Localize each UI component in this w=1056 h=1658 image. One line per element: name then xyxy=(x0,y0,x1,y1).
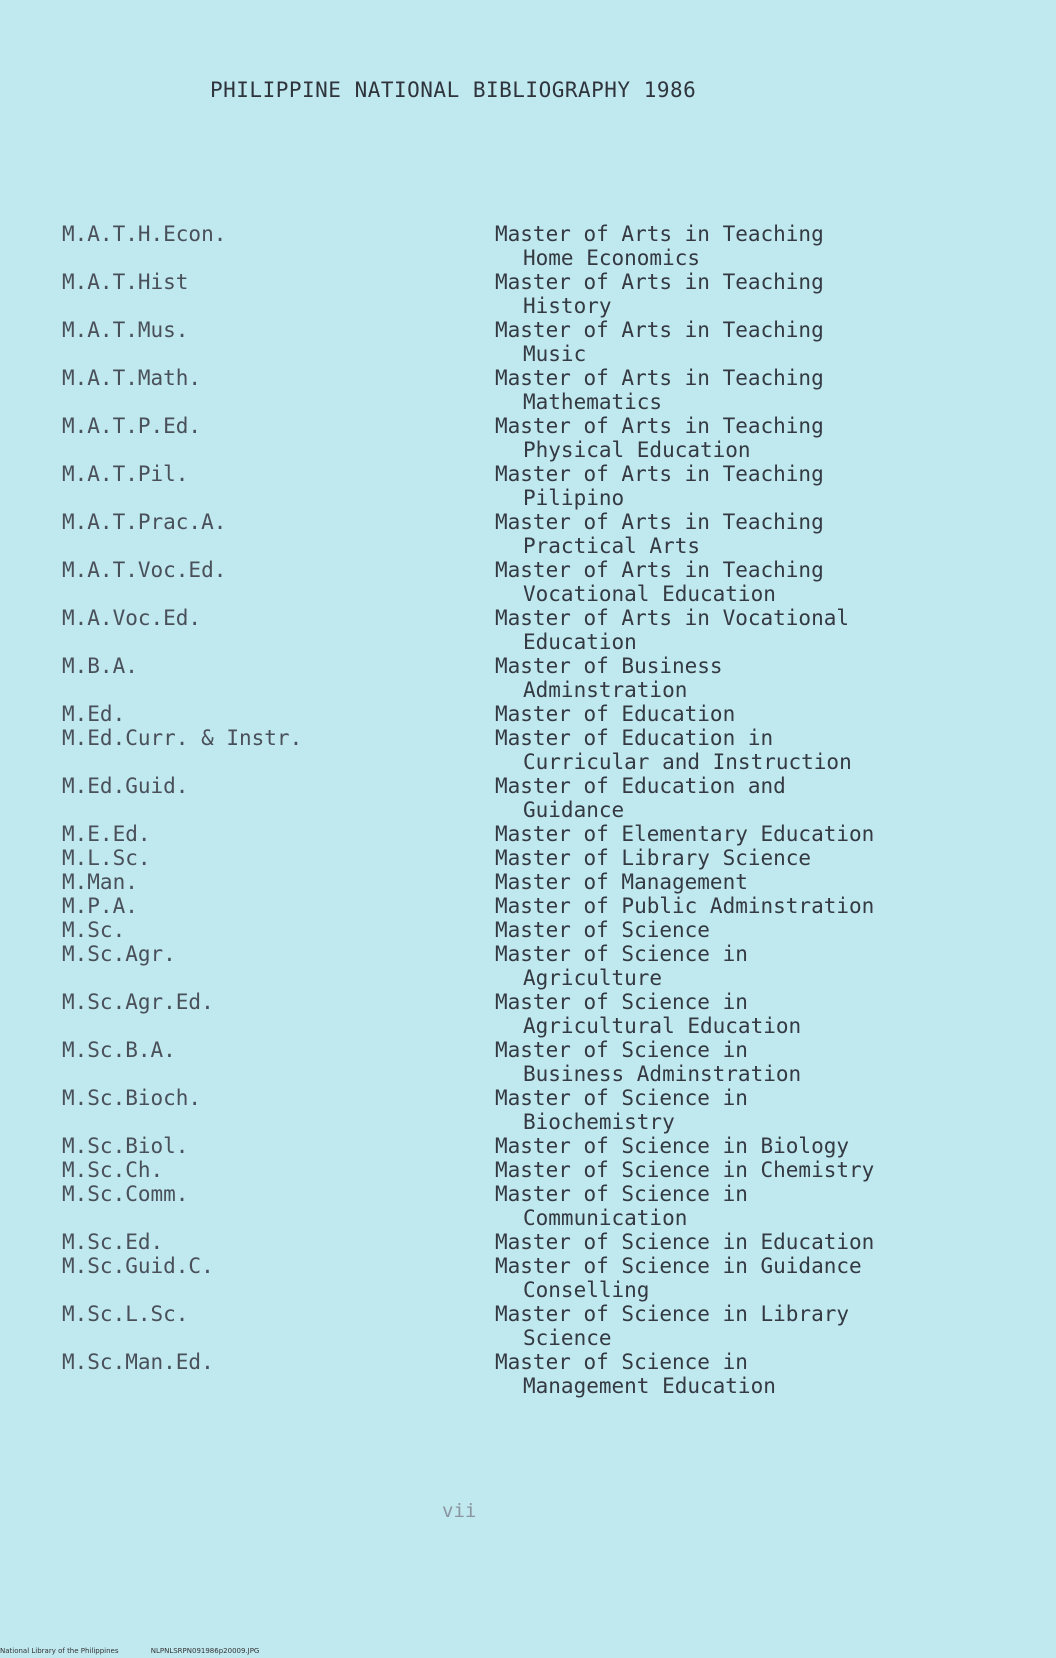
abbreviation: M.B.A. xyxy=(62,654,138,678)
definition-line: Master of Arts in Teaching xyxy=(495,414,824,438)
list-item xyxy=(62,942,962,990)
definition-line: Master of Elementary Education xyxy=(495,822,875,846)
definition xyxy=(495,1230,962,1254)
definition xyxy=(495,222,962,270)
definition-line: Master of Arts in Teaching xyxy=(495,558,824,582)
definition xyxy=(495,726,962,774)
page-number: vii xyxy=(442,1500,477,1522)
definition-line: Physical Education xyxy=(523,438,751,462)
abbreviation: M.P.A. xyxy=(62,894,138,918)
list-item xyxy=(62,558,962,606)
definition xyxy=(495,606,962,654)
definition-line: Master of Arts in Teaching xyxy=(495,366,824,390)
definition xyxy=(495,1038,962,1086)
definition-line: Management Education xyxy=(523,1374,776,1398)
abbreviation: M.Sc.L.Sc. xyxy=(62,1302,189,1326)
list-item xyxy=(62,1086,962,1134)
definition-line: Master of Arts in Teaching xyxy=(495,270,824,294)
definition-line: Master of Science in xyxy=(495,990,748,1014)
definition-line: Master of Science in xyxy=(495,1086,748,1110)
abbreviation: M.A.T.Prac.A. xyxy=(62,510,227,534)
abbreviation: M.A.T.H.Econ. xyxy=(62,222,227,246)
definition-line: Adminstration xyxy=(523,678,688,702)
list-item xyxy=(62,366,962,414)
abbreviation: M.A.T.Hist xyxy=(62,270,189,294)
definition xyxy=(495,918,962,942)
definition-line: Pilipino xyxy=(523,486,625,510)
definition-line: Master of Arts in Vocational xyxy=(495,606,850,630)
definition-line: Master of Science in Biology xyxy=(495,1134,850,1158)
definition-line: Master of Arts in Teaching xyxy=(495,510,824,534)
definition xyxy=(495,510,962,558)
definition xyxy=(495,414,962,462)
definition-line: Master of Science in xyxy=(495,1182,748,1206)
footer-source: National Library of the Philippines xyxy=(0,1647,119,1655)
abbreviation: M.Sc.B.A. xyxy=(62,1038,176,1062)
list-item xyxy=(62,654,962,702)
list-item xyxy=(62,606,962,654)
definition-line: Mathematics xyxy=(523,390,663,414)
abbreviation: M.Sc. xyxy=(62,918,126,942)
abbreviation: M.L.Sc. xyxy=(62,846,151,870)
definition xyxy=(495,1134,962,1158)
definition xyxy=(495,894,962,918)
scan-footer xyxy=(0,1647,259,1655)
list-item xyxy=(62,270,962,318)
definition-line: Science xyxy=(523,1326,612,1350)
definition xyxy=(495,1086,962,1134)
abbreviation: M.Sc.Guid.C. xyxy=(62,1254,214,1278)
list-item xyxy=(62,318,962,366)
definition-line: Practical Arts xyxy=(523,534,701,558)
abbreviation-list xyxy=(62,222,962,1398)
list-item xyxy=(62,510,962,558)
definition xyxy=(495,270,962,318)
list-item xyxy=(62,822,962,846)
abbreviation: M.A.T.Voc.Ed. xyxy=(62,558,227,582)
definition xyxy=(495,990,962,1038)
definition-line: Master of Science in Education xyxy=(495,1230,875,1254)
abbreviation: M.A.T.Math. xyxy=(62,366,202,390)
list-item xyxy=(62,414,962,462)
list-item xyxy=(62,1350,962,1398)
definition-line: Biochemistry xyxy=(523,1110,675,1134)
definition-line: Curricular and Instruction xyxy=(523,750,852,774)
definition-line: Master of Arts in Teaching xyxy=(495,318,824,342)
definition-line: Agriculture xyxy=(523,966,663,990)
list-item xyxy=(62,726,962,774)
definition xyxy=(495,1302,962,1350)
definition-line: Master of Science in Library xyxy=(495,1302,850,1326)
abbreviation: M.A.Voc.Ed. xyxy=(62,606,202,630)
definition-line: Master of Education xyxy=(495,702,736,726)
definition-line: Master of Science in xyxy=(495,1350,748,1374)
list-item xyxy=(62,894,962,918)
abbreviation: M.Sc.Ch. xyxy=(62,1158,164,1182)
list-item xyxy=(62,918,962,942)
page-title: PHILIPPINE NATIONAL BIBLIOGRAPHY 1986 xyxy=(210,78,697,102)
definition-line: Guidance xyxy=(523,798,625,822)
definition-line: Business Adminstration xyxy=(523,1062,802,1086)
list-item xyxy=(62,1038,962,1086)
definition-line: Master of Education and xyxy=(495,774,786,798)
abbreviation: M.Sc.Comm. xyxy=(62,1182,189,1206)
list-item xyxy=(62,1182,962,1230)
list-item xyxy=(62,846,962,870)
definition xyxy=(495,822,962,846)
definition xyxy=(495,318,962,366)
definition xyxy=(495,366,962,414)
abbreviation: M.A.T.P.Ed. xyxy=(62,414,202,438)
definition-line: Conselling xyxy=(523,1278,650,1302)
definition-line: Communication xyxy=(523,1206,688,1230)
definition-line: Master of Education in xyxy=(495,726,774,750)
footer-file: NLPNLSRPN091986p20009.JPG xyxy=(150,1647,260,1655)
definition-line: Vocational Education xyxy=(523,582,776,606)
list-item xyxy=(62,1302,962,1350)
definition xyxy=(495,942,962,990)
definition xyxy=(495,1350,962,1398)
abbreviation: M.Sc.Ed. xyxy=(62,1230,164,1254)
definition xyxy=(495,846,962,870)
abbreviation: M.Sc.Agr. xyxy=(62,942,176,966)
definition-line: Master of Arts in Teaching xyxy=(495,222,824,246)
definition-line: Master of Arts in Teaching xyxy=(495,462,824,486)
definition-line: History xyxy=(523,294,612,318)
definition xyxy=(495,702,962,726)
definition-line: Master of Science in xyxy=(495,942,748,966)
list-item xyxy=(62,1254,962,1302)
definition xyxy=(495,774,962,822)
abbreviation: M.Sc.Agr.Ed. xyxy=(62,990,214,1014)
abbreviation: M.Ed.Curr. & Instr. xyxy=(62,726,303,750)
list-item xyxy=(62,870,962,894)
definition-line: Master of Business xyxy=(495,654,723,678)
definition xyxy=(495,558,962,606)
list-item xyxy=(62,1134,962,1158)
definition-line: Master of Management xyxy=(495,870,748,894)
abbreviation: M.A.T.Pil. xyxy=(62,462,189,486)
abbreviation: M.E.Ed. xyxy=(62,822,151,846)
definition xyxy=(495,1182,962,1230)
definition-line: Master of Science xyxy=(495,918,710,942)
list-item xyxy=(62,774,962,822)
definition-line: Education xyxy=(523,630,637,654)
definition xyxy=(495,654,962,702)
abbreviation: M.Sc.Biol. xyxy=(62,1134,189,1158)
abbreviation: M.A.T.Mus. xyxy=(62,318,189,342)
definition-line: Master of Library Science xyxy=(495,846,812,870)
abbreviation: M.Ed.Guid. xyxy=(62,774,189,798)
definition-line: Master of Public Adminstration xyxy=(495,894,875,918)
definition-line: Master of Science in Chemistry xyxy=(495,1158,875,1182)
definition-line: Music xyxy=(523,342,587,366)
list-item xyxy=(62,222,962,270)
abbreviation: M.Man. xyxy=(62,870,138,894)
abbreviation: M.Sc.Bioch. xyxy=(62,1086,202,1110)
definition-line: Home Economics xyxy=(523,246,701,270)
definition-line: Agricultural Education xyxy=(523,1014,802,1038)
definition xyxy=(495,1158,962,1182)
list-item xyxy=(62,462,962,510)
definition xyxy=(495,462,962,510)
definition xyxy=(495,1254,962,1302)
list-item xyxy=(62,702,962,726)
definition-line: Master of Science in xyxy=(495,1038,748,1062)
abbreviation: M.Sc.Man.Ed. xyxy=(62,1350,214,1374)
list-item xyxy=(62,1230,962,1254)
abbreviation: M.Ed. xyxy=(62,702,126,726)
list-item xyxy=(62,990,962,1038)
definition xyxy=(495,870,962,894)
list-item xyxy=(62,1158,962,1182)
definition-line: Master of Science in Guidance xyxy=(495,1254,862,1278)
